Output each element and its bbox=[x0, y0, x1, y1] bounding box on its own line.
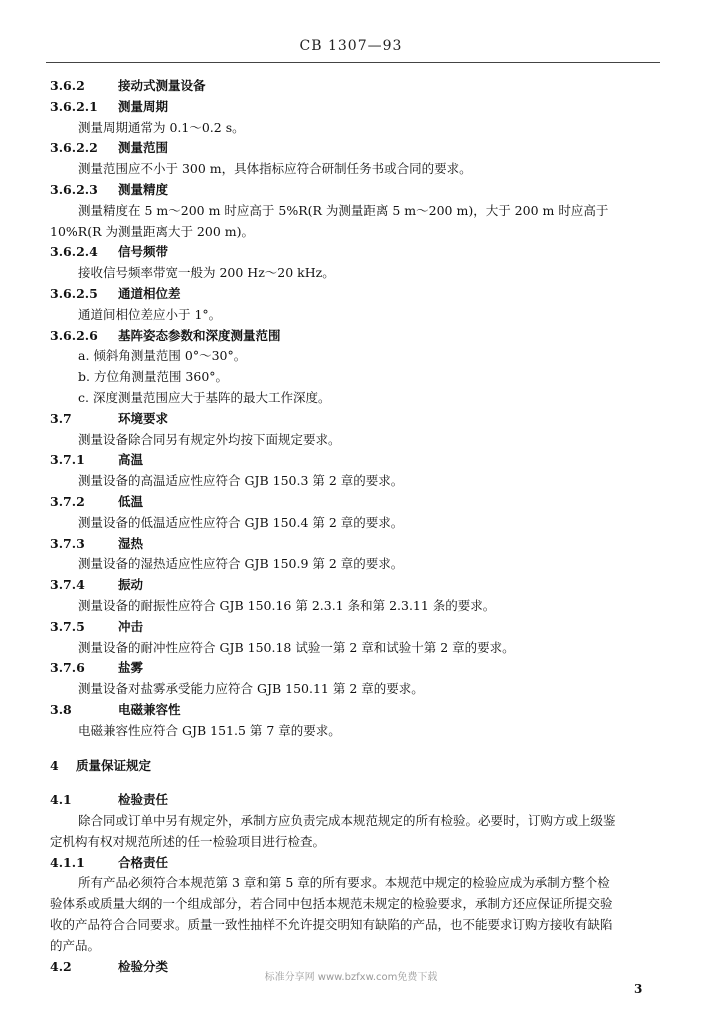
paragraph-line: 所有产品必须符合本规范第 3 章和第 5 章的所有要求。本规范中规定的检验应成为承制方整个检 bbox=[78, 875, 610, 891]
section-number: 3.6.2.6 bbox=[50, 327, 98, 343]
paragraph-line: 测量精度在 5 m～200 m 时应高于 5%R(R 为测量距离 5 m～200 m)，大于 200 m 时应高于 bbox=[78, 202, 609, 218]
paragraph-line: 电磁兼容性应符合 GJB 151.5 第 7 章的要求。 bbox=[78, 722, 341, 738]
paragraph-line: 除合同或订单中另有规定外，承制方应负责完成本规范规定的所有检验。必要时，订购方或上级鉴 bbox=[78, 813, 616, 829]
section-title: 接动式测量设备 bbox=[118, 78, 206, 93]
paragraph-line: 测量设备的耐振性应符合 GJB 150.16 第 2.3.1 条和第 2.3.11 条的要求。 bbox=[78, 597, 496, 613]
paragraph-line: 测量设备的高温适应性应符合 GJB 150.3 第 2 章的要求。 bbox=[78, 473, 404, 489]
paragraph-line: b. 方位角测量范围 360°。 bbox=[78, 369, 229, 385]
footer-watermark: 标准分享网 www.bzfxw.com免费下载 bbox=[264, 972, 438, 983]
section-title: 振动 bbox=[118, 577, 144, 593]
section-heading bbox=[50, 409, 660, 430]
section-number: 4.1 bbox=[50, 792, 72, 808]
section-number: 3.7.6 bbox=[50, 660, 85, 676]
section-title: 质量保证规定 bbox=[76, 757, 152, 773]
section-heading bbox=[50, 180, 660, 201]
section-number: 3.6.2.3 bbox=[50, 181, 98, 197]
section-heading bbox=[50, 326, 660, 347]
section-title: 通道相位差 bbox=[118, 285, 181, 301]
section-number: 3.7.2 bbox=[50, 493, 85, 509]
section-number: 3.7.1 bbox=[50, 452, 85, 468]
section-heading bbox=[50, 284, 660, 305]
spacer bbox=[50, 742, 660, 756]
section-heading bbox=[50, 492, 660, 513]
section-title: 低温 bbox=[118, 493, 144, 509]
paragraph-line: a. 倾斜角测量范围 0°～30°。 bbox=[78, 348, 247, 364]
section-heading bbox=[50, 617, 660, 638]
paragraph-line: 收的产品符合合同要求。质量一致性抽样不允许提交明知有缺陷的产品，也不能要求订购方接收有缺陷 bbox=[50, 917, 613, 933]
section-number: 3.7.3 bbox=[50, 535, 85, 551]
section-number: 3.8 bbox=[50, 701, 72, 717]
spacer bbox=[50, 776, 660, 790]
section-title: 检验分类 bbox=[118, 958, 169, 974]
section-heading bbox=[50, 790, 660, 811]
section-heading bbox=[50, 756, 660, 777]
section-number: 4.2 bbox=[50, 958, 72, 974]
section-number: 3.6.2.4 bbox=[50, 244, 98, 260]
paragraph-line: 接收信号频率带宽一般为 200 Hz～20 kHz。 bbox=[78, 265, 335, 281]
page-header: CB 1307—93 bbox=[299, 38, 403, 54]
section-title: 信号频带 bbox=[118, 244, 169, 260]
paragraph-line: 测量设备对盐雾承受能力应符合 GJB 150.11 第 2 章的要求。 bbox=[78, 681, 424, 697]
paragraph-line: 通道间相位差应小于 1°。 bbox=[78, 306, 222, 322]
paragraph-line: 测量设备除合同另有规定外均按下面规定要求。 bbox=[78, 431, 341, 447]
section-title: 湿热 bbox=[118, 535, 144, 551]
section-heading bbox=[50, 658, 660, 679]
section-title: 测量周期 bbox=[118, 98, 169, 114]
section-title: 电磁兼容性 bbox=[118, 701, 181, 717]
document-body bbox=[50, 76, 660, 977]
paragraph-line: 测量设备的湿热适应性应符合 GJB 150.9 第 2 章的要求。 bbox=[78, 556, 404, 572]
paragraph-line: 测量设备的耐冲性应符合 GJB 150.18 试验一第 2 章和试验十第 2 章的要求。 bbox=[78, 639, 515, 655]
page-number: 3 bbox=[634, 982, 643, 996]
section-heading bbox=[50, 97, 660, 118]
section-number: 3.6.2.1 bbox=[50, 98, 98, 114]
section-heading bbox=[50, 700, 660, 721]
section-number: 3.7.5 bbox=[50, 618, 85, 634]
section-heading bbox=[50, 450, 660, 471]
section-number: 3.6.2.2 bbox=[50, 140, 98, 156]
paragraph-line: 的产品。 bbox=[50, 937, 101, 953]
paragraph-line: 10%R(R 为测量距离大于 200 m)。 bbox=[50, 223, 254, 239]
section-heading bbox=[50, 534, 660, 555]
section-number: 3.6.2 bbox=[50, 78, 85, 93]
header-divider bbox=[46, 62, 660, 63]
paragraph-line: c. 深度测量范围应大于基阵的最大工作深度。 bbox=[78, 389, 331, 405]
section-heading bbox=[50, 76, 660, 97]
paragraph-line: 测量范围应不小于 300 m，具体指标应符合研制任务书或合同的要求。 bbox=[78, 161, 472, 177]
paragraph-line: 定机构有权对规范所述的任一检验项目进行检查。 bbox=[50, 833, 326, 849]
section-title: 测量精度 bbox=[118, 181, 169, 197]
section-heading bbox=[50, 575, 660, 596]
section-number: 4.1.1 bbox=[50, 854, 85, 870]
section-title: 环境要求 bbox=[118, 410, 169, 426]
section-heading bbox=[50, 853, 660, 874]
section-title: 冲击 bbox=[118, 618, 144, 634]
section-title: 测量范围 bbox=[118, 140, 169, 156]
section-number: 3.7.4 bbox=[50, 577, 85, 593]
section-heading bbox=[50, 138, 660, 159]
section-title: 合格责任 bbox=[118, 854, 169, 870]
paragraph-line: 验体系或质量大纲的一个组成部分，若合同中包括本规范未规定的检验要求，承制方还应保证所提交验 bbox=[50, 896, 613, 912]
section-title: 高温 bbox=[118, 452, 144, 468]
paragraph-line: 测量设备的低温适应性应符合 GJB 150.4 第 2 章的要求。 bbox=[78, 514, 404, 530]
section-number: 4 bbox=[50, 757, 59, 773]
section-heading bbox=[50, 242, 660, 263]
section-title: 检验责任 bbox=[118, 792, 169, 808]
section-title: 盐雾 bbox=[118, 660, 144, 676]
section-number: 3.7 bbox=[50, 410, 72, 426]
section-number: 3.6.2.5 bbox=[50, 285, 98, 301]
paragraph-line: 测量周期通常为 0.1～0.2 s。 bbox=[78, 119, 245, 135]
section-title: 基阵姿态参数和深度测量范围 bbox=[118, 327, 281, 343]
